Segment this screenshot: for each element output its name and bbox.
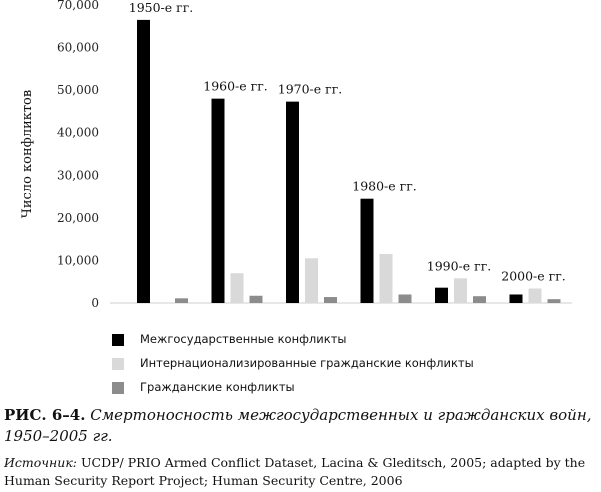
y-tick-label: 30,000: [57, 168, 99, 183]
bar-civil: [324, 297, 337, 303]
bar-civil: [250, 296, 263, 303]
legend-swatch-civil: [112, 382, 124, 394]
caption-source: [4, 454, 596, 490]
category-label: 1970-е гг.: [277, 81, 343, 97]
bar-internationalized: [380, 254, 393, 303]
y-tick-label: 20,000: [57, 210, 99, 225]
figure-title: Смертоносность межгосударственных и гражданских войн, 1950–2005 гг.: [4, 406, 592, 445]
bar-civil: [399, 294, 412, 303]
source-text: UCDP/ PRIO Armed Conflict Dataset, Lacina & Gleditsch, 2005; adapted by the Human Security Report Project; Human Security Centre, 2006: [4, 455, 586, 488]
source-label: Источник:: [4, 455, 78, 470]
y-tick-label: 40,000: [57, 125, 99, 140]
bar-civil: [548, 299, 561, 303]
category-label: 1980-е гг.: [352, 178, 417, 194]
caption-title: [4, 405, 596, 447]
category-label: 2000-е гг.: [501, 268, 566, 284]
y-axis-label: Число конфликтов: [20, 89, 35, 219]
legend-swatch-interstate: [112, 334, 124, 346]
y-tick-label: 70,000: [57, 0, 99, 12]
category-label: 1990-е гг.: [426, 258, 492, 274]
legend-label: Межгосударственные конфликты: [140, 332, 347, 346]
legend-swatch-internationalized: [112, 358, 124, 370]
y-tick-label: 0: [91, 296, 99, 310]
bar-interstate: [435, 288, 448, 303]
y-tick-label: 60,000: [57, 40, 99, 55]
bar-interstate: [510, 294, 523, 303]
bar-civil: [473, 296, 486, 303]
bar-internationalized: [529, 289, 542, 303]
bar-interstate: [137, 20, 150, 303]
figure-caption: [4, 405, 596, 490]
category-labels: [129, 0, 566, 284]
bar-civil: [175, 298, 188, 303]
y-tick-label: 10,000: [57, 253, 99, 268]
bar-interstate: [212, 99, 225, 303]
category-label: 1950-е гг.: [128, 0, 194, 15]
category-label: 1960-е гг.: [203, 78, 268, 94]
legend-label: Гражданские конфликты: [140, 380, 295, 394]
legend-label: Интернационализированные гражданские конфликты: [140, 356, 474, 370]
figure-label: РИС. 6–4.: [4, 406, 86, 424]
bar-interstate: [361, 199, 374, 303]
bar-internationalized: [305, 258, 318, 303]
bar-internationalized: [231, 273, 244, 303]
bar-interstate: [286, 102, 299, 303]
bars: [137, 20, 561, 303]
y-tick-label: 50,000: [57, 83, 99, 98]
bar-internationalized: [454, 278, 467, 303]
